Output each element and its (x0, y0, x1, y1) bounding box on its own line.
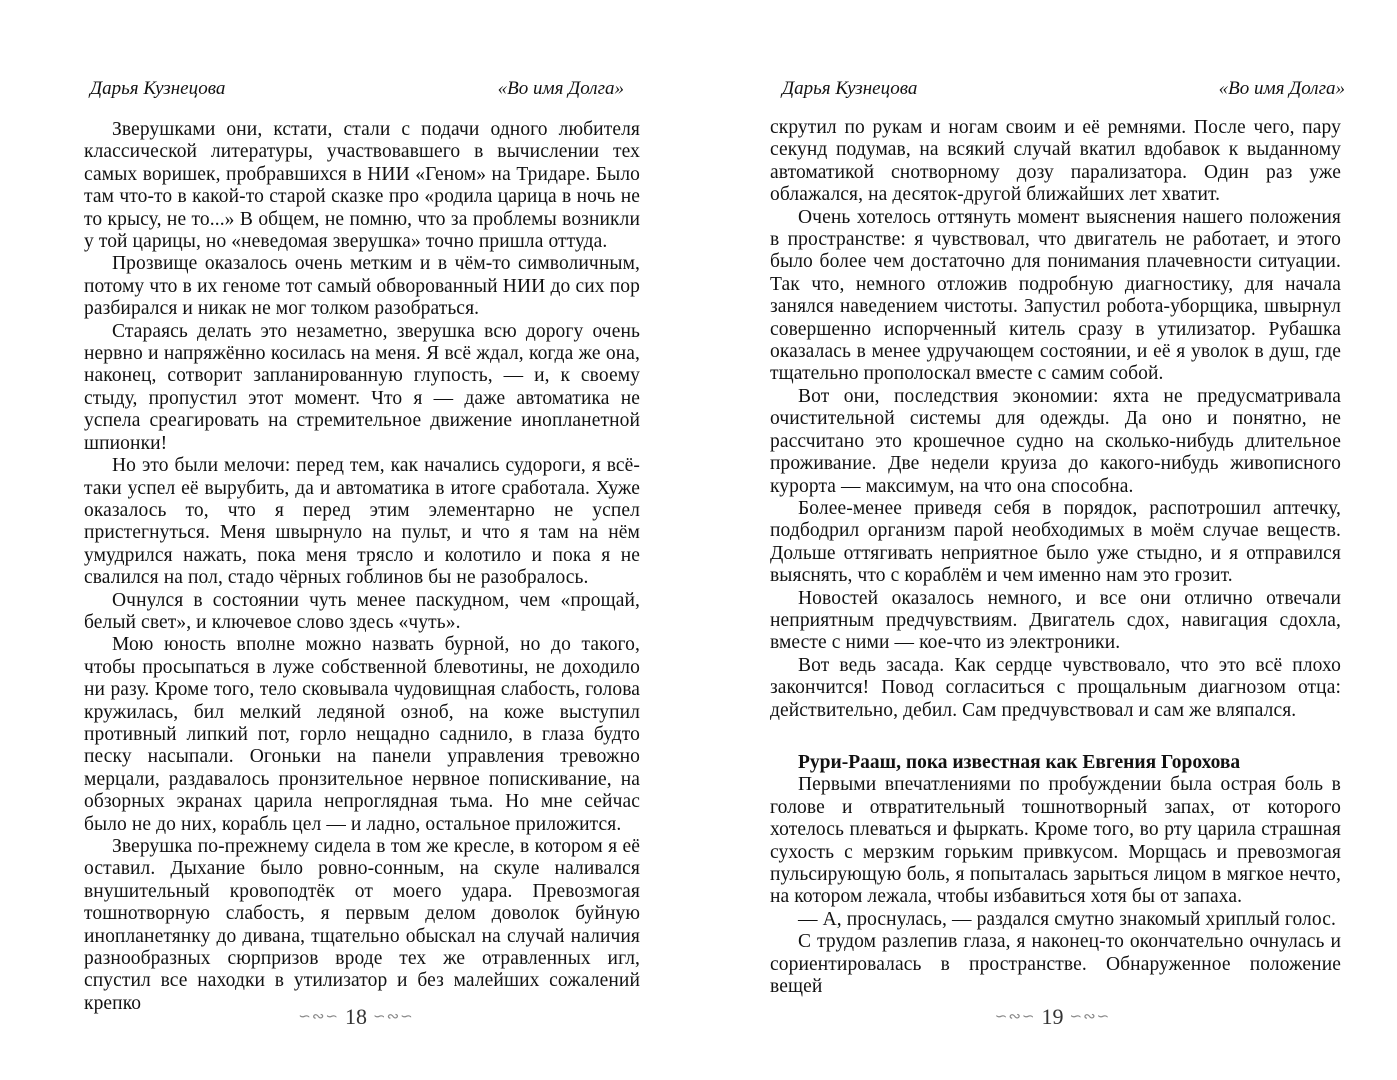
ornament-right-icon: ∽∾∽ (373, 1009, 414, 1025)
paragraph: Зверушка по-прежнему сидела в том же кресле, в котором я её оставил. Дыхание было ровно-сонным, на скуле наливался внушительный кровоподтёк от моего удара. Превозмогая тошнотворную слабость, я первым делом доволок буйную инопланетянку до дивана, тщательно обыскал на случай наличия разнообразных сюрпризов вроде тех же отравленных игл, спустил все находки в утилизатор и без малейших сожалений крепко (84, 836, 640, 1014)
page-body (770, 117, 1341, 998)
paragraph: С трудом разлепив глаза, я наконец-то окончательно очнулась и сориентировалась в пространстве. Обнаруженное положение вещей (770, 931, 1341, 998)
paragraph: Очень хотелось оттянуть момент выяснения нашего положения в пространстве: я чувствовал, что двигатель не работает, и этого было более чем достаточно для понимания плачевности ситуации. Так что, немного отложив подробную диагностику, для начала занялся наведением чистоты. Запустил робота-уборщика, швырнул совершенно испорченный китель сразу в утилизатор. Рубашка оказалась в менее удручающем состоянии, и её я уволок в душ, где тщательно прополоскал вместе с самим собой. (770, 206, 1341, 385)
header-book-title: «Во имя Долга» (497, 78, 624, 99)
paragraph: Вот ведь засада. Как сердце чувствовало, что это всё плохо закончится! Повод согласиться с прощальным диагнозом отца: действительно, дебил. Сам предчувствовал и сам же вляпался. (770, 654, 1341, 721)
right-page (770, 0, 1345, 1080)
paragraph: Новостей оказалось немного, и все они отлично отвечали неприятным предчувствиям. Двигатель сдох, навигация сдохла, вместе с ними — кое-что из электроники. (770, 587, 1341, 654)
paragraph: Вот они, последствия экономии: яхта не предусматривала очистительной системы для одежды. Да оно и понятно, не рассчитано это крошечное судно на сколько-нибудь длительное проживание. Две недели круиза до какого-нибудь живописного курорта — максимум, на что она способна. (770, 385, 1341, 497)
page-number: 18 (345, 1004, 367, 1029)
running-header (80, 78, 632, 104)
page-number-footer (770, 1004, 1335, 1030)
ornament-right-icon: ∽∾∽ (1069, 1009, 1111, 1025)
header-book-title: «Во имя Долга» (1218, 78, 1345, 99)
header-author: Дарья Кузнецова (90, 78, 226, 99)
paragraph: Прозвище оказалось очень метким и в чём-то символичным, потому что в их геноме тот самый обворованный НИИ до сих пор разбирался и никак не мог толком разобраться. (84, 253, 640, 320)
ornament-left-icon: ∽∾∽ (298, 1009, 339, 1025)
paragraph: Более-менее приведя себя в порядок, распотрошил аптечку, подбодрил организм парой необходимых в моём случае веществ. Дольше оттягивать неприятное было уже стыдно, и я отправился выяснять, что с кораблём и чем именно нам это грозит. (770, 497, 1341, 587)
paragraph: Но это были мелочи: перед тем, как начались судороги, я всё-таки успел её вырубить, да и автоматика в итоге сработала. Хуже оказалось то, что я перед этим элементарно не успел пристегнуться. Меня швырнуло на пульт, и что я там на нём умудрился нажать, пока меня трясло и колотило и пока я не свалился на пол, стадо чёрных гоблинов бы не разобралось. (84, 455, 640, 589)
paragraph: скрутил по рукам и ногам своим и её ремнями. После чего, пару секунд подумав, на всякий случай вкатил вдобавок к выданному автоматикой снотворному дозу парализатора. Один раз уже облажался, на десяток-другой ближайших лет хватит. (770, 117, 1341, 206)
left-page (80, 0, 640, 1080)
paragraph: Мою юность вполне можно назвать бурной, но до такого, чтобы просыпаться в луже собственной блевотины, не доходило ни разу. Кроме того, тело сковывала чудовищная слабость, голова кружилась, бил мелкий ледяной озноб, на коже выступил противный липкий пот, горло нещадно саднило, в глаза будто песку насыпали. Огоньки на панели управления тревожно мерцали, раздавалось пронзительное нервное попискивание, на обзорных экранах царила непроглядная тьма. Но мне сейчас было не до них, корабль цел — и ладно, остальное приложится. (84, 634, 640, 835)
paragraph: Зверушками они, кстати, стали с подачи одного любителя классической литературы, участвовавшего в вычислении тех самых воришек, пробравшихся в НИИ «Геном» на Тридаре. Было там что-то в какой-то старой сказке про «родила царица в ночь не то крысу, не то...» В общем, не помню, что за проблемы возникли у той царицы, но «неведомая зверушка» точно пришла оттуда. (84, 119, 640, 253)
paragraph: Стараясь делать это незаметно, зверушка всю дорогу очень нервно и напряжённо косилась на меня. Я всё ждал, когда же она, наконец, сотворит запланированную глупость, — и, к своему стыду, пропустил этот момент. Что я — даже автоматика не успела среагировать на стремительное движение инопланетной шпионки! (84, 320, 640, 454)
page-number-footer (80, 1004, 632, 1030)
header-author: Дарья Кузнецова (782, 78, 918, 99)
paragraph: Первыми впечатлениями по пробуждении была острая боль в голове и отвратительный тошнотворный запах, от которого хотелось плеваться и фыркать. Кроме того, во рту царила страшная сухость с мерзким горьким привкусом. Морщась и превозмогая пульсирующую боль, я попыталась зарыться лицом в мягкое нечто, на котором лежала, чтобы избавиться хотя бы от запаха. (770, 774, 1341, 908)
paragraph: Очнулся в состоянии чуть менее паскудном, чем «прощай, белый свет», и ключевое слово здесь «чуть». (84, 589, 640, 633)
page-body (84, 119, 640, 1015)
paragraph: — А, проснулась, — раздался смутно знакомый хриплый голос. (798, 908, 1336, 930)
page-number: 19 (1041, 1004, 1064, 1029)
ornament-left-icon: ∽∾∽ (994, 1009, 1036, 1025)
running-header (770, 78, 1345, 104)
section-heading: Рури-Рааш, пока известная как Евгения Горохова (798, 751, 1241, 773)
